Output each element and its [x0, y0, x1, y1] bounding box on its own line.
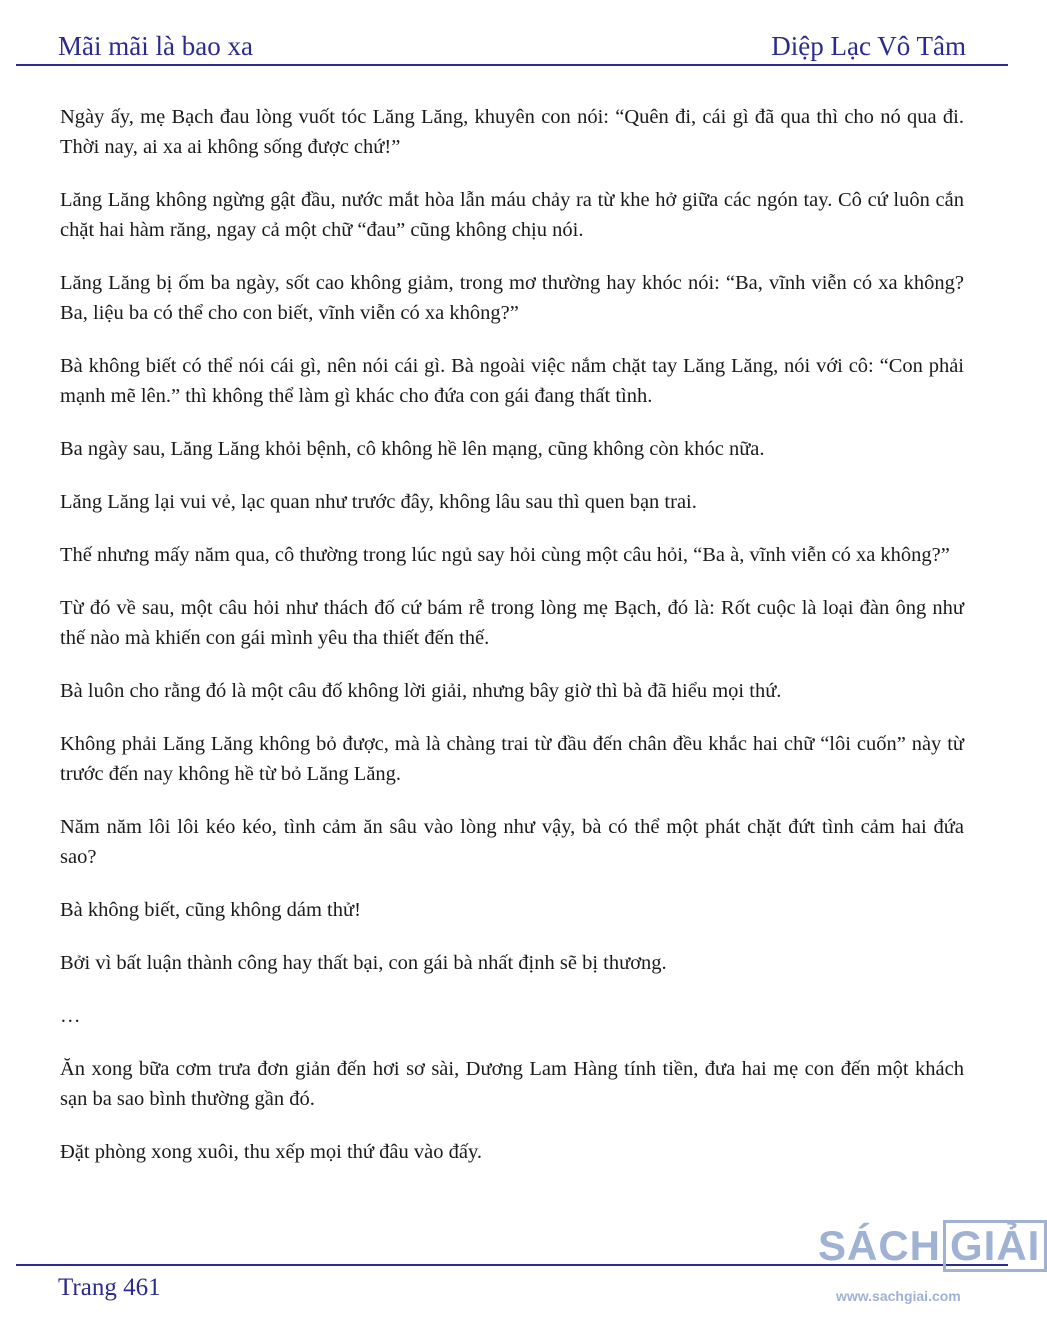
- watermark-logo-text: SÁCH: [818, 1222, 942, 1269]
- paragraph: Không phải Lăng Lăng không bỏ được, mà là chàng trai từ đầu đến chân đều khắc hai chữ “lôi cuốn” này từ trước đến nay không hề từ bỏ Lăng Lăng.: [60, 733, 964, 785]
- page-number: Trang 461: [58, 1274, 161, 1301]
- paragraph: Bà không biết, cũng không dám thử!: [60, 899, 361, 921]
- watermark-url: www.sachgiai.com: [836, 1288, 961, 1304]
- paragraph: Lăng Lăng bị ốm ba ngày, sốt cao không giảm, trong mơ thường hay khóc nói: “Ba, vĩnh viễn có xa không? Ba, liệu ba có thể cho con biết, vĩnh viễn có xa không?”: [60, 272, 964, 324]
- paragraph: Ba ngày sau, Lăng Lăng khỏi bệnh, cô không hề lên mạng, cũng không còn khóc nữa.: [60, 438, 765, 460]
- watermark-logo: [818, 1218, 1041, 1274]
- paragraph: Năm năm lôi lôi kéo kéo, tình cảm ăn sâu vào lòng như vậy, bà có thể một phát chặt đứt tình cảm hai đứa sao?: [60, 816, 964, 868]
- author-name: Diệp Lạc Vô Tâm: [771, 31, 966, 61]
- page-header: [58, 22, 966, 62]
- watermark: [818, 1218, 1041, 1318]
- paragraph: Ăn xong bữa cơm trưa đơn giản đến hơi sơ sài, Dương Lam Hàng tính tiền, đưa hai mẹ con đến một khách sạn ba sao bình thường gần đó.: [60, 1058, 964, 1110]
- paragraph: Từ đó về sau, một câu hỏi như thách đố cứ bám rễ trong lòng mẹ Bạch, đó là: Rốt cuộc là loại đàn ông như thế nào mà khiến con gái mình yêu tha thiết đến thế.: [60, 597, 964, 649]
- paragraph: Bởi vì bất luận thành công hay thất bại, con gái bà nhất định sẽ bị thương.: [60, 952, 667, 974]
- header-divider: [16, 64, 1008, 66]
- paragraph: Bà không biết có thể nói cái gì, nên nói cái gì. Bà ngoài việc nắm chặt tay Lăng Lăng, nói với cô: “Con phải mạnh mẽ lên.” thì không thể làm gì khác cho đứa con gái đang thất tình.: [60, 355, 964, 407]
- book-title: Mãi mãi là bao xa: [58, 31, 253, 61]
- paragraph: Đặt phòng xong xuôi, thu xếp mọi thứ đâu vào đấy.: [60, 1141, 483, 1163]
- paragraph: Bà luôn cho rằng đó là một câu đố không lời giải, nhưng bây giờ thì bà đã hiểu mọi thứ.: [60, 680, 782, 702]
- paragraph: Thế nhưng mấy năm qua, cô thường trong lúc ngủ say hỏi cùng một câu hỏi, “Ba à, vĩnh viễn có xa không?”: [60, 544, 950, 566]
- watermark-logo-box: GIẢI: [943, 1220, 1047, 1272]
- paragraph: Lăng Lăng lại vui vẻ, lạc quan như trước đây, không lâu sau thì quen bạn trai.: [60, 491, 697, 513]
- paragraph: Lăng Lăng không ngừng gật đầu, nước mắt hòa lẫn máu chảy ra từ khe hở giữa các ngón tay. Cô cứ luôn cắn chặt hai hàm răng, ngay cả một chữ “đau” cũng không chịu nói.: [60, 189, 964, 241]
- ellipsis-separator: …: [60, 1005, 81, 1027]
- paragraph: Ngày ấy, mẹ Bạch đau lòng vuốt tóc Lăng Lăng, khuyên con nói: “Quên đi, cái gì đã qua thì cho nó qua đi. Thời nay, ai xa ai không sống được chứ!”: [60, 106, 964, 158]
- page-body: [60, 102, 964, 1190]
